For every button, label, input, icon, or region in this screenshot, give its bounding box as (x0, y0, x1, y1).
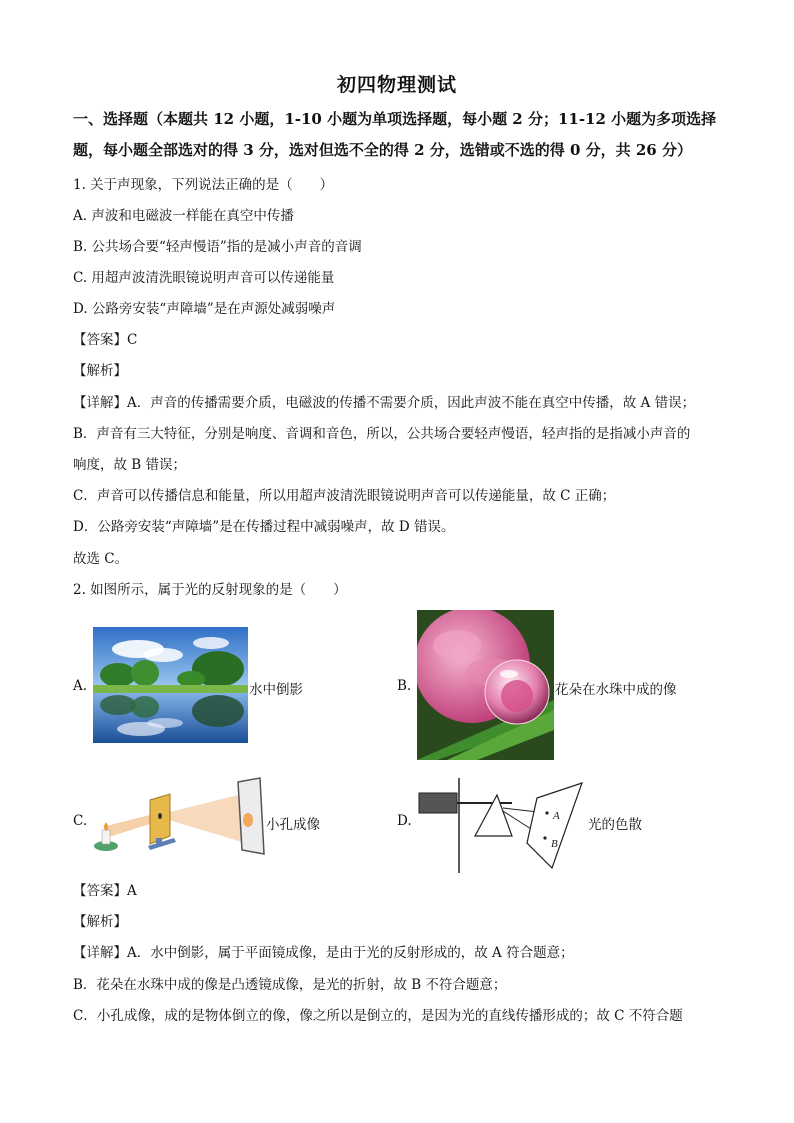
q1-detail-line: 【详解】A．声音的传播需要介质，电磁波的传播不需要介质，因此声波不能在真空中传播，故 A 错误； (73, 395, 696, 411)
q2-detail-line: C．小孔成像，成的是物体倒立的像，像之所以是倒立的，是因为光的直线传播形成的；故 C 不符合题 (73, 1008, 683, 1024)
point-b-label: B (551, 838, 558, 850)
q1-detail-line: 故选 C。 (73, 551, 129, 567)
q1-option-a: A. 声波和电磁波一样能在真空中传播 (73, 208, 294, 224)
q2-option-d-text: 光的色散 (588, 817, 642, 833)
q2-stem: 2. 如图所示，属于光的反射现象的是（ ） (73, 582, 347, 598)
lake-reflection-image (93, 627, 248, 743)
q1-stem: 1. 关于声现象，下列说法正确的是（ ） (73, 177, 334, 193)
q2-option-c-text: 小孔成像 (266, 817, 320, 833)
q1-option-d: D. 公路旁安装“声障墙”是在声源处减弱噪声 (73, 301, 336, 317)
section-heading (73, 104, 723, 166)
section-heading-line-1: 一、选择题（本题共 12 小题，1-10 小题为单项选择题，每小题 2 分；11-12 小题为多项选择 (73, 110, 717, 128)
section-heading-line-2: 题，每小题全部选对的得 3 分，选对但选不全的得 2 分，选错或不选的得 0 分，共 26 分） (73, 141, 692, 159)
flower-droplet-image (417, 610, 554, 760)
q2-option-d-label: D. (397, 813, 412, 829)
q1-option-c: C. 用超声波清洗眼镜说明声音可以传递能量 (73, 270, 335, 286)
q2-answer: 【答案】A (73, 883, 137, 899)
q2-option-b-label: B. (397, 678, 412, 694)
page-title: 初四物理测试 (336, 74, 457, 96)
q1-analysis-label: 【解析】 (73, 363, 127, 379)
q2-detail-line: 【详解】A．水中倒影，属于平面镜成像，是由于光的反射形成的，故 A 符合题意； (73, 945, 574, 961)
q1-answer: 【答案】C (73, 332, 138, 348)
q2-option-c-label: C. (73, 813, 88, 829)
q1-option-b: B. 公共场合要“轻声慢语”指的是减小声音的音调 (73, 239, 362, 255)
q2-option-b-text: 花朵在水珠中成的像 (555, 682, 677, 698)
q2-option-a-text: 水中倒影 (249, 682, 303, 698)
pinhole-camera-diagram (92, 776, 265, 858)
q1-detail-line: D．公路旁安装“声障墙”是在传播过程中减弱噪声，故 D 错误。 (73, 519, 455, 535)
q2-option-a-label: A. (73, 678, 88, 694)
q1-detail-line: C．声音可以传播信息和能量，所以用超声波清洗眼镜说明声音可以传递能量，故 C 正确； (73, 488, 616, 504)
prism-dispersion-diagram (417, 773, 587, 875)
q1-detail-line: 响度，故 B 错误； (73, 457, 187, 473)
q2-analysis-label: 【解析】 (73, 914, 127, 930)
q2-detail-line: B．花朵在水珠中成的像是凸透镜成像，是光的折射，故 B 不符合题意； (73, 977, 507, 993)
q1-detail-line: B．声音有三大特征，分别是响度、音调和音色，所以，公共场合要轻声慢语，轻声指的是指减小声音的 (73, 426, 691, 442)
point-a-label: A (553, 810, 560, 822)
